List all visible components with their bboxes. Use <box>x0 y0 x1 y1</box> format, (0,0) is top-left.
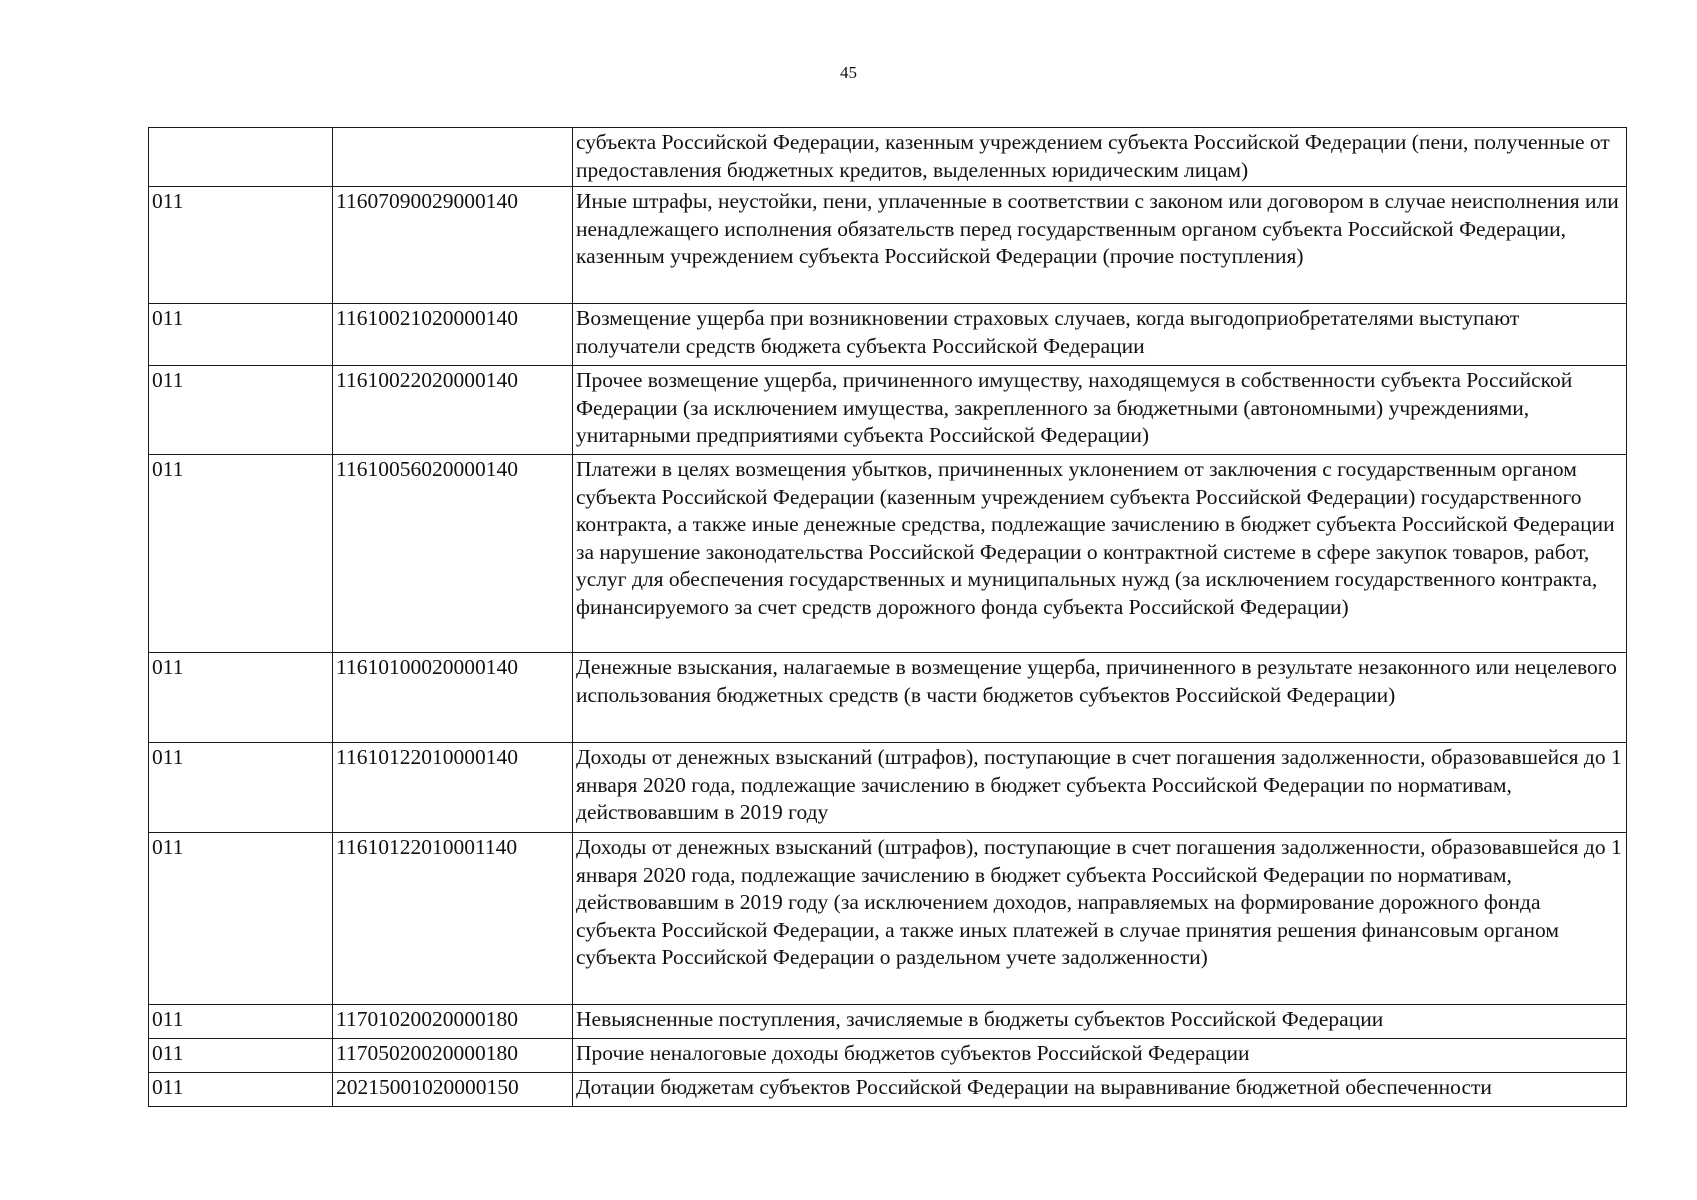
budget-code-cell: 11610021020000140 <box>333 304 573 366</box>
page-number: 45 <box>840 63 857 82</box>
description-cell: Прочее возмещение ущерба, причиненного имуществу, находящемуся в собственности субъекта Российской Федерации (за исключением имущества, закрепленного за бюджетными (автономными) учреждениями, унитарными предприятиями субъекта Российской Федерации) <box>573 366 1627 455</box>
table-row <box>149 128 1627 187</box>
table-row <box>149 833 1627 1005</box>
description-cell: Иные штрафы, неустойки, пени, уплаченные в соответствии с законом или договором в случае неисполнения или ненадлежащего исполнения обязательств перед государственным органом субъекта Российской Федерации, казенным учреждением субъекта Российской Федерации (прочие поступления) <box>573 187 1627 304</box>
budget-code-cell: 11607090029000140 <box>333 187 573 304</box>
budget-code-cell: 11701020020000180 <box>333 1005 573 1039</box>
table-row <box>149 304 1627 366</box>
admin-code-cell: 011 <box>149 304 333 366</box>
table-row <box>149 455 1627 653</box>
table-row <box>149 366 1627 455</box>
budget-code-cell <box>333 128 573 187</box>
budget-code-cell: 11610122010001140 <box>333 833 573 1005</box>
description-cell: Невыясненные поступления, зачисляемые в бюджеты субъектов Российской Федерации <box>573 1005 1627 1039</box>
admin-code-cell: 011 <box>149 187 333 304</box>
admin-code-cell: 011 <box>149 1005 333 1039</box>
budget-code-cell: 11610100020000140 <box>333 653 573 743</box>
table-row <box>149 187 1627 304</box>
admin-code-cell <box>149 128 333 187</box>
budget-code-cell: 11610122010000140 <box>333 743 573 833</box>
admin-code-cell: 011 <box>149 743 333 833</box>
description-cell: Дотации бюджетам субъектов Российской Федерации на выравнивание бюджетной обеспеченности <box>573 1073 1627 1107</box>
admin-code-cell: 011 <box>149 1039 333 1073</box>
description-cell: Доходы от денежных взысканий (штрафов), поступающие в счет погашения задолженности, образовавшейся до 1 января 2020 года, подлежащие зачислению в бюджет субъекта Российской Федерации по нормативам, действовавшим в 2019 году <box>573 743 1627 833</box>
budget-classification-table <box>148 127 1627 1107</box>
table-row <box>149 653 1627 743</box>
table-row <box>149 1073 1627 1107</box>
description-cell: Платежи в целях возмещения убытков, причиненных уклонением от заключения с государственным органом субъекта Российской Федерации (казенным учреждением субъекта Российской Федерации) государственного контракта, а также иные денежные средства, подлежащие зачислению в бюджет субъекта Российской Федерации за нарушение законодательства Российской Федерации о контрактной системе в сфере закупок товаров, работ, услуг для обеспечения государственных и муниципальных нужд (за исключением государственного контракта, финансируемого за счет средств дорожного фонда субъекта Российской Федерации) <box>573 455 1627 653</box>
admin-code-cell: 011 <box>149 366 333 455</box>
admin-code-cell: 011 <box>149 455 333 653</box>
description-cell: Денежные взыскания, налагаемые в возмещение ущерба, причиненного в результате незаконного или нецелевого использования бюджетных средств (в части бюджетов субъектов Российской Федерации) <box>573 653 1627 743</box>
table-row <box>149 743 1627 833</box>
budget-code-cell: 11610022020000140 <box>333 366 573 455</box>
description-cell: Прочие неналоговые доходы бюджетов субъектов Российской Федерации <box>573 1039 1627 1073</box>
admin-code-cell: 011 <box>149 1073 333 1107</box>
table-row <box>149 1039 1627 1073</box>
admin-code-cell: 011 <box>149 833 333 1005</box>
budget-code-cell: 11705020020000180 <box>333 1039 573 1073</box>
description-cell: Возмещение ущерба при возникновении страховых случаев, когда выгодоприобретателями выступают получатели средств бюджета субъекта Российской Федерации <box>573 304 1627 366</box>
admin-code-cell: 011 <box>149 653 333 743</box>
budget-code-cell: 11610056020000140 <box>333 455 573 653</box>
description-cell: субъекта Российской Федерации, казенным учреждением субъекта Российской Федерации (пени, полученные от предоставления бюджетных кредитов, выделенных юридическим лицам) <box>573 128 1627 187</box>
description-cell: Доходы от денежных взысканий (штрафов), поступающие в счет погашения задолженности, образовавшейся до 1 января 2020 года, подлежащие зачислению в бюджет субъекта Российской Федерации по нормативам, действовавшим в 2019 году (за исключением доходов, направляемых на формирование дорожного фонда субъекта Российской Федерации, а также иных платежей в случае принятия решения финансовым органом субъекта Российской Федерации о раздельном учете задолженности) <box>573 833 1627 1005</box>
budget-code-cell: 20215001020000150 <box>333 1073 573 1107</box>
table-row <box>149 1005 1627 1039</box>
